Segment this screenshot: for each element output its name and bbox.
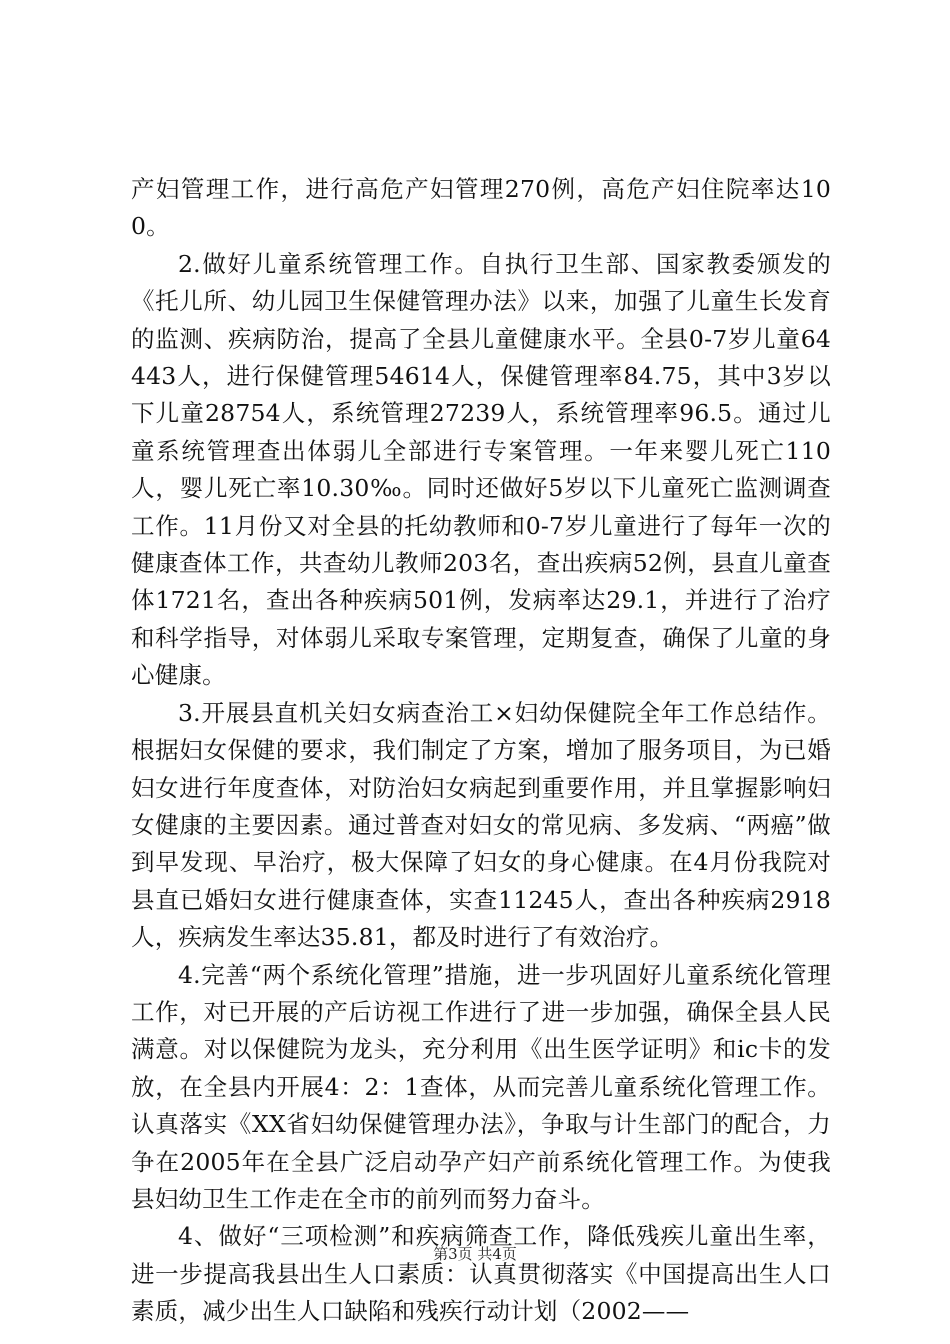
paragraph-5: 4、做好“三项检测”和疾病筛查工作，降低残疾儿童出生率，进一步提高我县出生人口素质：认真贯彻落实《中国提高出生人口素质，减少出生人口缺陷和残疾行动计划（2002—— bbox=[131, 1222, 831, 1326]
page-number-footer: 第3页 共4页 bbox=[433, 1245, 517, 1263]
document-body bbox=[131, 171, 831, 1331]
paragraph-4: 4.完善“两个系统化管理”措施，进一步巩固好儿童系统化管理工作，对已开展的产后访视工作进行了进一步加强，确保全县人民满意。对以保健院为龙头，充分利用《出生医学证明》和ic卡的发放，在全县内开展4：2：1查体，从而完善儿童系统化管理工作。认真落实《XX省妇幼保健管理办法》，争取与计生部门的配合，力争在2005年在全县广泛启动孕产妇产前系统化管理工作。为使我县妇幼卫生工作走在全市的前列而努力奋斗。 bbox=[131, 960, 831, 1213]
paragraph-1: 产妇管理工作，进行高危产妇管理270例，高危产妇住院率达100。 bbox=[131, 175, 831, 241]
paragraph-3: 3.开展县直机关妇女病查治工×妇幼保健院全年工作总结作。根据妇女保健的要求，我们制定了方案，增加了服务项目，为已婚妇女进行年度查体，对防治妇女病起到重要作用，并且掌握影响妇女健康的主要因素。通过普查对妇女的常见病、多发病、“两癌”做到早发现、早治疗，极大保障了妇女的身心健康。在4月份我院对县直已婚妇女进行健康查体，实查11245人，查出各种疾病2918人，疾病发生率达35.81，都及时进行了有效治疗。 bbox=[131, 698, 831, 952]
paragraph-2: 2.做好儿童系统管理工作。自执行卫生部、国家教委颁发的《托儿所、幼儿园卫生保健管理办法》以来，加强了儿童生长发育的监测、疾病防治，提高了全县儿童健康水平。全县0-7岁儿童64443人，进行保健管理54614人，保健管理率84.75，其中3岁以下儿童28754人，系统管理27239人，系统管理率96.5。通过儿童系统管理查出体弱儿全部进行专案管理。一年来婴儿死亡110人，婴儿死亡率10.30‰。同时还做好5岁以下儿童死亡监测调查工作。11月份又对全县的托幼教师和0-7岁儿童进行了每年一次的健康查体工作，共查幼儿教师203名，查出疾病52例，县直儿童查体1721名，查出各种疾病501例，发病率达29.1，并进行了治疗和科学指导，对体弱儿采取专案管理，定期复查，确保了儿童的身心健康。 bbox=[131, 249, 831, 690]
